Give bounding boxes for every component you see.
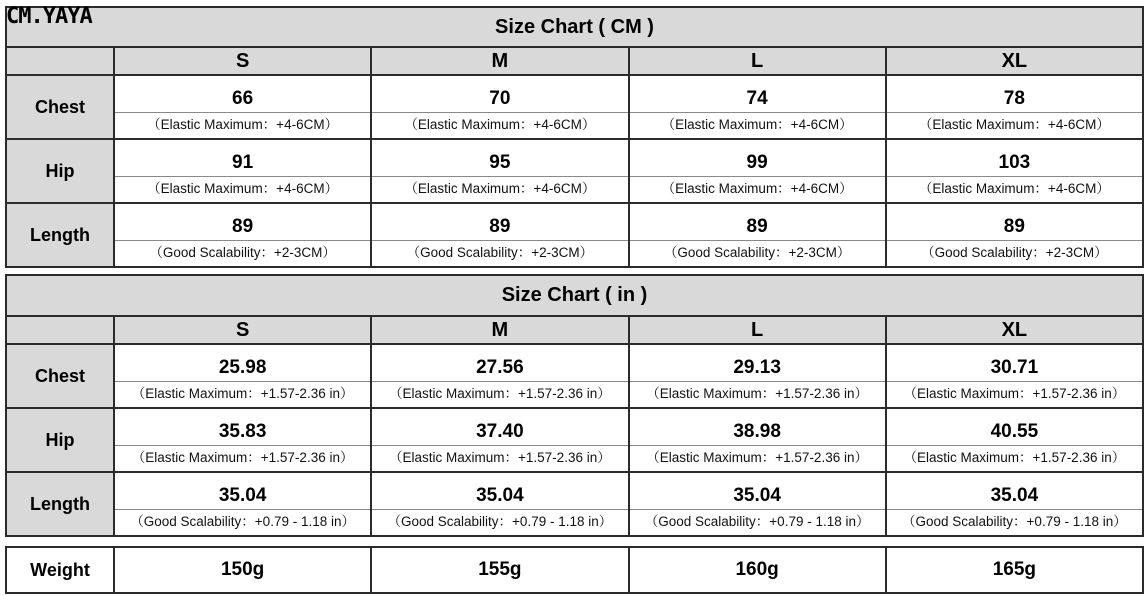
cell-note: （Elastic Maximum：+4-6CM） — [887, 112, 1142, 138]
weight-table — [5, 546, 1144, 594]
value-cell — [886, 408, 1143, 472]
cell-note: （Elastic Maximum：+4-6CM） — [372, 112, 627, 138]
cell-value: 78 — [1003, 88, 1025, 109]
cell-note: （Elastic Maximum：+1.57-2.36 in） — [372, 381, 627, 407]
brand-logo-text: CM.YAYA — [6, 4, 92, 29]
value-cell — [629, 75, 886, 139]
size-header-xl: XL — [886, 316, 1143, 344]
value-cell — [114, 472, 371, 536]
row-label-chest: Chest — [6, 75, 114, 139]
cell-value: 91 — [232, 152, 254, 173]
cell-value: 29.13 — [733, 357, 781, 378]
table-row — [6, 203, 1143, 267]
cell-value: 89 — [1003, 216, 1025, 237]
cell-note: （Elastic Maximum：+1.57-2.36 in） — [630, 381, 885, 407]
cell-note: （Good Scalability：+2-3CM） — [887, 240, 1142, 266]
value-cell — [371, 344, 628, 408]
table-row — [6, 472, 1143, 536]
value-cell — [629, 472, 886, 536]
cell-value: 35.04 — [990, 485, 1039, 506]
size-chart-cm-table — [5, 6, 1144, 268]
cell-value: 66 — [232, 88, 254, 109]
cell-value: 103 — [998, 152, 1031, 173]
cell-note: （Elastic Maximum：+1.57-2.36 in） — [115, 445, 370, 471]
weight-value: 155g — [371, 547, 628, 593]
table-row — [6, 139, 1143, 203]
row-label-hip: Hip — [6, 139, 114, 203]
value-cell — [629, 139, 886, 203]
table-row — [6, 344, 1143, 408]
size-chart-in-table — [5, 274, 1144, 537]
cell-value: 25.98 — [218, 357, 267, 378]
value-cell — [114, 344, 371, 408]
value-cell — [371, 203, 628, 267]
value-cell — [886, 139, 1143, 203]
weight-value: 160g — [629, 547, 886, 593]
cell-note: （Good Scalability：+0.79 - 1.18 in） — [372, 509, 627, 535]
cell-value: 89 — [489, 216, 511, 237]
table-row — [6, 75, 1143, 139]
cell-value: 35.04 — [733, 485, 781, 506]
cell-note: （Elastic Maximum：+1.57-2.36 in） — [115, 381, 370, 407]
value-cell — [886, 203, 1143, 267]
value-cell — [886, 472, 1143, 536]
cell-note: （Good Scalability：+2-3CM） — [115, 240, 370, 266]
value-cell — [371, 472, 628, 536]
in-chart-title: Size Chart ( in ) — [6, 275, 1143, 316]
cell-note: （Good Scalability：+2-3CM） — [372, 240, 627, 266]
value-cell — [114, 408, 371, 472]
row-label-hip: Hip — [6, 408, 114, 472]
cell-note: （Good Scalability：+0.79 - 1.18 in） — [115, 509, 370, 535]
cell-note: （Elastic Maximum：+4-6CM） — [630, 112, 885, 138]
table-row — [6, 547, 1143, 593]
cell-note: （Elastic Maximum：+1.57-2.36 in） — [887, 445, 1142, 471]
value-cell — [371, 139, 628, 203]
cell-note: （Elastic Maximum：+4-6CM） — [630, 176, 885, 202]
corner-cell — [6, 47, 114, 75]
size-header-l: L — [629, 47, 886, 75]
cell-value: 30.71 — [990, 357, 1039, 378]
cell-value: 35.04 — [218, 485, 267, 506]
row-label-weight: Weight — [6, 547, 114, 593]
cm-chart-title: Size Chart ( CM ) — [6, 7, 1143, 47]
value-cell — [886, 344, 1143, 408]
value-cell — [114, 75, 371, 139]
size-header-s: S — [114, 316, 371, 344]
value-cell — [114, 139, 371, 203]
table-row — [6, 408, 1143, 472]
row-label-length: Length — [6, 472, 114, 536]
size-header-m: M — [371, 316, 628, 344]
cell-value: 40.55 — [990, 421, 1039, 442]
cell-note: （Elastic Maximum：+1.57-2.36 in） — [372, 445, 627, 471]
cell-note: （Good Scalability：+0.79 - 1.18 in） — [630, 509, 885, 535]
size-header-m: M — [371, 47, 628, 75]
row-label-chest: Chest — [6, 344, 114, 408]
value-cell — [371, 408, 628, 472]
cell-value: 95 — [489, 152, 511, 173]
cell-value: 38.98 — [733, 421, 781, 442]
cell-value: 37.40 — [476, 421, 524, 442]
cell-value: 35.04 — [476, 485, 524, 506]
size-header-xl: XL — [886, 47, 1143, 75]
value-cell — [371, 75, 628, 139]
cell-note: （Elastic Maximum：+4-6CM） — [115, 176, 370, 202]
corner-cell — [6, 316, 114, 344]
value-cell — [886, 75, 1143, 139]
cell-note: （Elastic Maximum：+1.57-2.36 in） — [630, 445, 885, 471]
cell-value: 27.56 — [476, 357, 524, 378]
value-cell — [629, 203, 886, 267]
size-header-l: L — [629, 316, 886, 344]
cell-note: （Elastic Maximum：+1.57-2.36 in） — [887, 381, 1142, 407]
cell-note: （Elastic Maximum：+4-6CM） — [115, 112, 370, 138]
value-cell — [114, 203, 371, 267]
cell-value: 35.83 — [218, 421, 267, 442]
cell-note: （Elastic Maximum：+4-6CM） — [372, 176, 627, 202]
cell-value: 70 — [489, 88, 511, 109]
cell-note: （Good Scalability：+2-3CM） — [630, 240, 885, 266]
row-label-length: Length — [6, 203, 114, 267]
cell-value: 89 — [746, 216, 768, 237]
value-cell — [629, 344, 886, 408]
cell-note: （Elastic Maximum：+4-6CM） — [887, 176, 1142, 202]
weight-value: 150g — [114, 547, 371, 593]
cell-note: （Good Scalability：+0.79 - 1.18 in） — [887, 509, 1142, 535]
cell-value: 99 — [746, 152, 768, 173]
value-cell — [629, 408, 886, 472]
size-header-s: S — [114, 47, 371, 75]
cell-value: 89 — [232, 216, 254, 237]
cell-value: 74 — [746, 88, 768, 109]
weight-value: 165g — [886, 547, 1143, 593]
